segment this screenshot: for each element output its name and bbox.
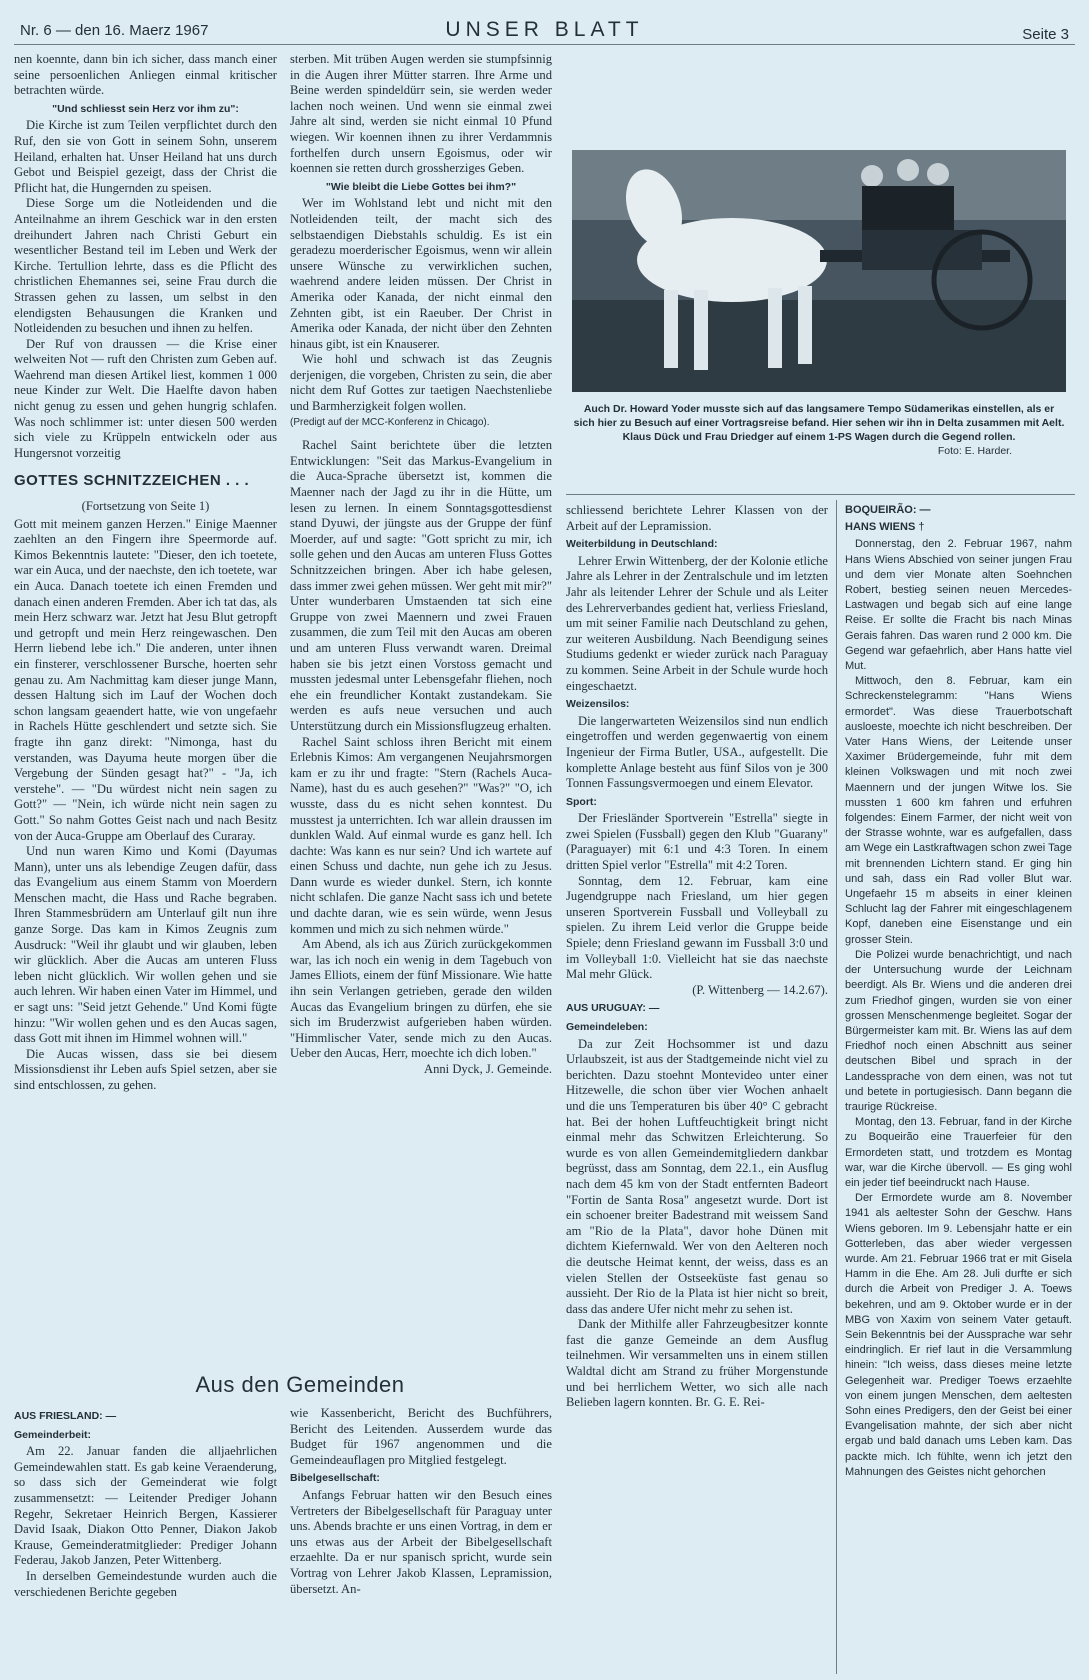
paragraph: Die Aucas wissen, dass sie bei diesem Missionsdienst ihr Leben aufs Spiel setzen, aber sie sind entschlossen, zu gehen. (14, 1046, 277, 1092)
issue-date: Nr. 6 — den 16. Maerz 1967 (20, 22, 209, 39)
paragraph: Die langerwarteten Weizensilos sind nun endlich eingetroffen und werden gegenwaertig von einem Ingenieur der Firma Butler, USA., aufgestellt. Die komplette Anlage besteht aus fünf Silos von je 300 Tonnen Fassungsvermoegen und einem Elevator. (566, 713, 828, 791)
paragraph: Am Abend, als ich aus Zürich zurückgekommen war, las ich noch ein wenig in dem Tagebuch von James Elliots, einem der fünf Missionare. Wie hatte ihn sein Verlangen getrieben, gerade den wilden Aucas das Evangelium bringen zu dürfen, ehe sie sich im Bruderzwist aufgerieben haben würden. "Himmlischer Vater, sende mich zu den Aucas. Ueber den Aucas, Herr, moechte ich dich loben." (290, 937, 552, 1061)
paragraph: nen koennte, dann bin ich sicher, dass manch einer seine persoenlichen Anliegen einmal kritischer betrachten würde. (14, 52, 277, 98)
continuation-note: (Fortsetzung von Seite 1) (81, 499, 210, 514)
paragraph: Donnerstag, den 2. Februar 1967, nahm Hans Wiens Abschied von seiner jungen Frau und dem vier Monate alten Soehnchen Robert, bestieg seinen neuen Mercedes-Lastwagen und begab sich auf eine lange Reise. Er sollte die Fracht bis nach Minas Gerais fahren. Das waren rund 2 000 km. Die Gegend war gefaehrlich, aber Hans hatte viel Mut. (845, 538, 1072, 673)
section-location: BOQUEIRÃO: — (845, 504, 931, 516)
paragraph: Montag, den 13. Februar, fand in der Kirche zu Boqueirão eine Trauerfeier für den Ermordeten statt, und trotzdem es Montag war, war die Kirche übervoll. — Es ging wohl ein jeder tief beeindruckt nach Hause. (845, 1116, 1072, 1189)
masthead: UNSER BLATT (445, 18, 644, 41)
column-3 (566, 503, 828, 1680)
section-location: AUS URUGUAY: — (566, 1002, 660, 1015)
paragraph: wie Kassenbericht, Bericht des Buchführers, Bericht des Leitenden. Ausserdem wurde das Budget für 1967 angenommen und die Gemeindeauflagen pro Mitglied festgelegt. (290, 1406, 552, 1467)
obituary-name-text: HANS WIENS (845, 521, 916, 534)
divider (566, 494, 1075, 495)
sermon-credit: (Predigt auf der MCC-Konferenz in Chicago). (290, 416, 490, 428)
paragraph: Lehrer Erwin Wittenberg, der der Kolonie etliche Jahre als Lehrer in der Zentralschule und im letzten Jahr als leitender Lehrer der Schule und als Leiter des Lehrerverbandes gedient hat, verliess Friesland, um mit seiner Familie nach Deutschland zu gehen, zur weiteren Ausbildung. Nach Beendigung seines Studiums gedenkt er wieder zurück nach Paraguay zu kommen. Seine Arbeit in der Schule wurde hoch eingeschaetzt. (566, 553, 828, 693)
subheading: Gemeinderbeit: (14, 1428, 92, 1441)
paragraph: Der Friesländer Sportverein "Estrella" siegte in zwei Spielen (Fussball) gegen den Klub "Guarany" (Paraguayer) mit 6:1 und 4:3 Toren. In einem dritten Spiel verlor "Estrella" mit 4:2 Toren. (566, 811, 828, 873)
paragraph: sterben. Mit trüben Augen werden sie stumpfsinnig in die Augen ihrer Mütter starren. Ihre Arme und Beine werden spindeldürr sein, sie werden weder lachen noch weinen. Und wenn sie einmal zwei Jahre alt sind, werden sie nicht einmal 10 Pfund wiegen. Wir koennen ihnen zu ihrer Verdammnis forthelfen durch unsern Egoismus, oder wir koennen sie retten durch grossherziges Geben. (290, 52, 552, 176)
subheading: "Wie bleibt die Liebe Gottes bei ihm?" (325, 180, 517, 193)
author-signature: (P. Wittenberg — 14.2.67). (692, 982, 828, 997)
paragraph: Der Ermordete wurde am 8. November 1941 als aeltester Sohn der Geschw. Hans Wiens geboren. Im 9. Lebensjahr hatte er ein Gotterleben, das aber wieder vergessen wurde. Am 21. Februar 1966 trat er mit Gisela Hamm in die Ehe. Am 28. Juli durfte er sich durch die Arbeit von Prediger J. A. Toews bekehren, und am 9. Oktober wurde er in der MBG von Xaxim von seinem Vater getauft. Sein Bekenntnis bei der Aussprache war sehr eindringlich. Er rief laut in die Versammlung hinein: "Ich weiss, dass dieses meine letzte Gelegenheit war. Prediger Toews erzaehlte von einem jungen Menschen, dem aeltesten Sohn eines Predigers, den der Geist bei einer Evangelisation mahnte, der sich aber nicht ergab und bald danach ums Leben kam. Das packte mich. Ich fühlte, wenn ich jetzt den Mahnungen des Geistes nicht gehorchen (845, 1192, 1072, 1478)
obituary-name (845, 520, 1072, 535)
paragraph: Der Ruf von draussen — die Krise einer welweiten Not — ruft den Christen zum Geben auf. Waehrend man diesen Artikel liest, kommen 1 000 neue Kinder zur Welt. Die Haelfte davon haben nicht genug zu essen und gehen hungrig schlafen. Was noch schlimmer ist: unter diesen 500 werden sich viele zu Krüppeln entwickeln oder aus Hungersnot vorzeitig (14, 336, 277, 460)
paragraph: Rachel Saint berichtete über die letzten Entwicklungen: "Seit das Markus-Evangelium in die Auca-Sprache übersetzt ist, kommen die Maenner nach der Jagd zu ihr in die Hütte, um lesen zu lernen. In einem Sonntagsgottesdienst stand Dyuwi, der jüngste aus der Gruppe der fünf Moerder, auf und sagte: "Gott spricht zu mir, ich solle gehen und den Aucas am unteren Fluss Gottes Schnitzzeichen bringen. Aber ich habe gelesen, dass immer zwei gehen müssen. Wer geht mit mir?" Unter wunderbaren Umstaenden tat sich eine Gruppe von zwei Maennern und zwei Frauen zusammen, die zum Teil mit den Aucas am oberen und am unteren Fluss verwandt waren. Dreimal haben sie bis jetzt einen Vorstoss gemacht und mussten jedesmal unter Lebensgefahr fliehen, noch ehe ein freundlicher Kontakt zustandekam. Sie werden es aufs neue versuchen und auch Unterstützung durch ein Missionsflugzeug erhalten. (290, 438, 552, 733)
paragraph: Die Kirche ist zum Teilen verpflichtet durch den Ruf, den sie von Gott in seinem Sohn, unserem Heiland, erhalten hat. Unser Heiland hat uns durch Gebot und Beispiel gezeigt, dass der Christ die Pflicht hat, die Hungernden zu speisen. (14, 118, 277, 195)
paragraph: Rachel Saint schloss ihren Bericht mit einem Erlebnis Kimos: Am vergangenen Neujahrsmorgen kam er zu ihr und fragte: "Stern (Rachels Auca-Name), hast du es auch gesehen?" "Was?" "O, ich wusste, dass du es nicht sehen konntest. Du musstest ja unterrichten. Ich war allein draussen im dunklen Wald. Auf einmal wurde es ganz hell. Ich dachte: Was kann es nur sein? Und ich wartete auf einen Schuss und dachte, nun gehe ich zu Jesus. Dann wurde es wieder dunkel. Stern, ich konnte nicht schlafen. Die ganze Nacht sass ich und betete und dachte daran, wie es sein würde, wenn Jesus kommen und mich zu sich nehmen würde." (290, 734, 552, 936)
subheading: Gemeindeleben: (566, 1021, 648, 1033)
subheading: Bibelgesellschaft: (290, 1472, 380, 1485)
paragraph: Gott mit meinem ganzen Herzen." Einige Maenner zaehlten an den Fingern ihre Speermorde auf. Kimos Bekenntnis lautete: "Dieser, den ich toetete, war ein Auca, und der naechste, den ich toetete, war ein Auca. Danach toetete ich einen Fremden und danach einen anderen Fremden. Aber ich tat das, als mein Herz schwarz war. Jetzt hat Jesu Blut getropft und getropft und mein Herz reingewaschen. Den Herrn liebend lebe ich." Die anderen, unter ihnen ein finsterer, verschlossener Bursche, hoerten sehr genau zu. Am Nachmittag kam dieser junge Mann, dessen Haltung sich im Lauf der Wochen doch schon langsam geaendert hatte, wie von ungefaehr in Rachels Hütte geschlendert und setzte sich. Sie fragte ihn ganz direkt: "Nimonga, hast du verstanden, was Dayuma heute morgen über die Vergebung der Sünden gesagt hat?" - "Ja, ich verstehe". — "Du würdest nicht nein sagen zu Gott?" — "Nein, ich würde nicht nein sagen zu Gott." So nahm Gottes Geist nach und nach Besitz von der Auca-Gruppe am Oberlauf des Curaray. (14, 516, 277, 843)
photo-horse-cart (572, 150, 1066, 392)
article-heading: GOTTES SCHNITZZEICHEN . . . (14, 472, 250, 490)
paragraph: Sonntag, dem 12. Februar, kam eine Jugendgruppe nach Friesland, um hier gegen unseren Sportverein Fussball und Volleyball zu spielen. Zu ihrem Leid verlor die Gruppe beide Spiele; denn Friesland gewann im Fussball 3:0 und im Volleyball 1:0. Vielleicht hat sie das naechste Mal mehr Glück. (566, 873, 828, 982)
paragraph: Dank der Mithilfe aller Fahrzeugbesitzer konnte fast die ganze Gemeinde an dem Ausflug teilnehmen. Wir versammelten uns in einem stillen Waldtal dicht am Strand zu früher Morgenstunde und bei herrlichem Wetter, wo sich alle nach Belieben lagern konnten. Br. G. E. Rei- (566, 1317, 828, 1410)
page-number: Seite 3 (1022, 26, 1069, 43)
paragraph: Mittwoch, den 8. Februar, kam ein Schreckenstelegramm: "Hans Wiens ermordet". Was diese Trauerbotschaft ausloeste, moechte ich nicht beschreiben. Der Vater Hans Wiens, der Leitende unser Xaximer Brüdergemeinde, fuhr mit dem kleinen Volkswagen und mit noch zwei Maennern und der jungen Witwe los. Sie mussten 1 600 km fahren und erfuhren folgendes: Einem Farmer, der nicht weit von der Strasse wohnte, war es aufgefallen, dass am Wege ein Lastkraftwagen schon zwei Tage mit brennenden Lichtern stand. Er ging hin und sah, dass ein Rad voller Blut war. Ungefaehr 15 m abseits in einer kleinen Schlucht lag der Fahrer mit eingeschlagenem Kopf, daneben eine Eisenstange und ein grosser Stein. (845, 675, 1072, 946)
paragraph: In derselben Gemeindestunde wurden auch die verschiedenen Berichte gegeben (14, 1568, 277, 1599)
page-header (14, 14, 1075, 45)
section-title: Aus den Gemeinden (195, 1372, 405, 1397)
paragraph: Da zur Zeit Hochsommer ist und dazu Urlaubszeit, ist aus der Stadtgemeinde nicht viel zu berichten. Dazu stoehnt Montevideo unter einer Hitzewelle, die schon über vier Wochen anhaelt und die uns Temperaturen bis über 40° C gebracht hat. Bei der hohen Luftfeuchtigkeit bringt nicht einmal mehr das Schwitzen Erleichterung. So wurde es von allen Gemeindemitgliedern dankbar begrüsst, dass am Sonntag, dem 22.1., ein Ausflug nach dem 45 km von der Stadt entfernten Badeort "Fortin de Santa Rosa" angesetzt wurde. Dort ist ein schoener breiter Badestrand mit weissem Sand am "Rio de la Plata", davor hohe Dünen mit dichtem Kiefernwald. Wer von den Aelteren noch die deutsche Heimat kennt, der weiss, dass es an vielen Stellen der Ostseeküste fast genau so aussieht. Der Rio de la Plata ist hier nicht so breit, dass das andere Ufer nicht mehr zu sehen ist. (566, 1036, 828, 1316)
paragraph: Die Polizei wurde benachrichtigt, und nach der Untersuchung wurde der Leichnam beerdigt. Als Br. Wiens und die anderen drei zum Friedhof gingen, wurden sie von einer grossen Menschenmenge begleitet. Sogar der Bürgermeister kam mit. Br. Wiens las auf dem Friedhof noch einen Abschnitt aus seiner deutschen Bibel und sprach in der Landessprache von dem einen, was not tut und betete in portugiesisch. Dann begann die traurige Rückreise. (845, 948, 1072, 1113)
photo-credit: Foto: E. Harder. (937, 445, 1012, 457)
paragraph: Anfangs Februar hatten wir den Besuch eines Vertreters der Bibelgesellschaft für Paraguay unter uns. Abends brachte er uns einen Vortrag, in dem er uns etwas aus der Arbeit der Bibelgesellschaft erzaehlte. Da er nur spanisch spricht, wurde sein Vortrag von Lehrer Jakob Klassen, Lepramission, übersetzt. An- (290, 1487, 552, 1596)
column-1 (14, 52, 277, 1310)
column-rule (836, 500, 837, 1674)
friesland-column (14, 1406, 277, 1680)
caption-text: Auch Dr. Howard Yoder musste sich auf das langsamere Tempo Südamerikas einstellen, als er sich hier zu Besuch auf einer Vortragsreise befand. Hier sehen wir ihn in Delta zusammen mit Aelt. Klaus Dück und Frau Driedger auf einem 1-PS Wagen durch die Gegend rollen. (573, 403, 1065, 443)
subheading: Weizensilos: (566, 698, 630, 711)
horse-cart-illustration (572, 150, 1066, 392)
paragraph: Am 22. Januar fanden die alljaehrlichen Gemeindewahlen statt. Es gab keine Veraenderung, so dass sich der Gemeinderat wie folgt zusammensetzt: — Leitender Prediger Johann Regehr, Sekretaer Heinrich Bergen, Kassierer David Isaak, Diakon Otto Penner, Diakon Jakob Krause, Gemeinderatmitglieder: Prediger Johann Federau, Jakob Janzen, Peter Wittenberg. (14, 1444, 277, 1568)
paragraph: Diese Sorge um die Notleidenden und die Anteilnahme an ihrem Geschick war in den ersten dreihundert Jahren nach Christi Geburt ein wesentlicher Bestand teil im Leben und Werk der Kirche. Tertullion lehrte, dass es die Pflicht des christlichen Ehemannes sei, seine Frau durch die Strassen gehen zu lassen, um selbst in den elendigsten Behausungen die Kranken und Notleidenden zu besuchen und ihnen zu helfen. (14, 196, 277, 336)
subheading: Weiterbildung in Deutschland: (566, 538, 718, 551)
subheading: "Und schliesst sein Herz vor ihm zu": (52, 102, 239, 115)
friesland-column-cont (290, 1406, 552, 1680)
photo-caption (572, 402, 1066, 458)
column-2 (290, 52, 552, 1310)
paragraph: Und nun waren Kimo und Komi (Dayumas Mann), unter uns als lebendige Zeugen dafür, dass das Evangelium aus einem Stamm von Moerdern Menschen macht, die Hass und Rache begraben. Ihren Stammesbrüdern am Unterlauf gilt nun ihre ganze Sorge. Das kam in Kimos Zeugnis zum Ausdruck: "Weil ihr glaubt und wir glauben, leben wir glücklich. Aber die Aucas am unteren Fluss leben nicht glücklich. Wir wollen gehen und sie auch lehren. Wir haben einen Vater im Himmel, und er sagt uns: "Seid jetzt Gehende." Und Komi fügte hinzu: "Wir wollen gehen und es den Aucas sagen, dass Gott mit ihnen im Himmel wohnen will." (14, 844, 277, 1046)
author-signature: Anni Dyck, J. Gemeinde. (423, 1062, 552, 1076)
column-4 (845, 503, 1072, 1680)
subheading: Sport: (566, 795, 597, 808)
paragraph: Wer im Wohlstand lebt und nicht mit den Notleidenden teilt, der macht sich des selbstaendigen Diebstahls schuldig. Es ist ein geradezu moerderischer Egoismus, wenn wir allein unsere Wünsche zu verwirklichen suchen, waehrend andere leiden müssen. Der Christ in Amerika oder Kanada, der nicht einmal den Zehnten gibt, ist ein Raeuber. Der Christ in Amerika oder Kanada, der nicht über den Zehnten hinaus gibt, ist ein Knauserer. (290, 196, 552, 351)
paragraph: Wie hohl und schwach ist das Zeugnis derjenigen, die vorgeben, Christen zu sein, die aber nicht dem Ruf Gottes zur taetigen Naechstenliebe und Barmherzigkeit folgen wollen. (290, 352, 552, 414)
section-location: AUS FRIESLAND: — (14, 1410, 117, 1422)
cross-icon: † (918, 521, 925, 534)
paragraph: schliessend berichtete Lehrer Klassen von der Arbeit auf der Lepramission. (566, 503, 828, 533)
